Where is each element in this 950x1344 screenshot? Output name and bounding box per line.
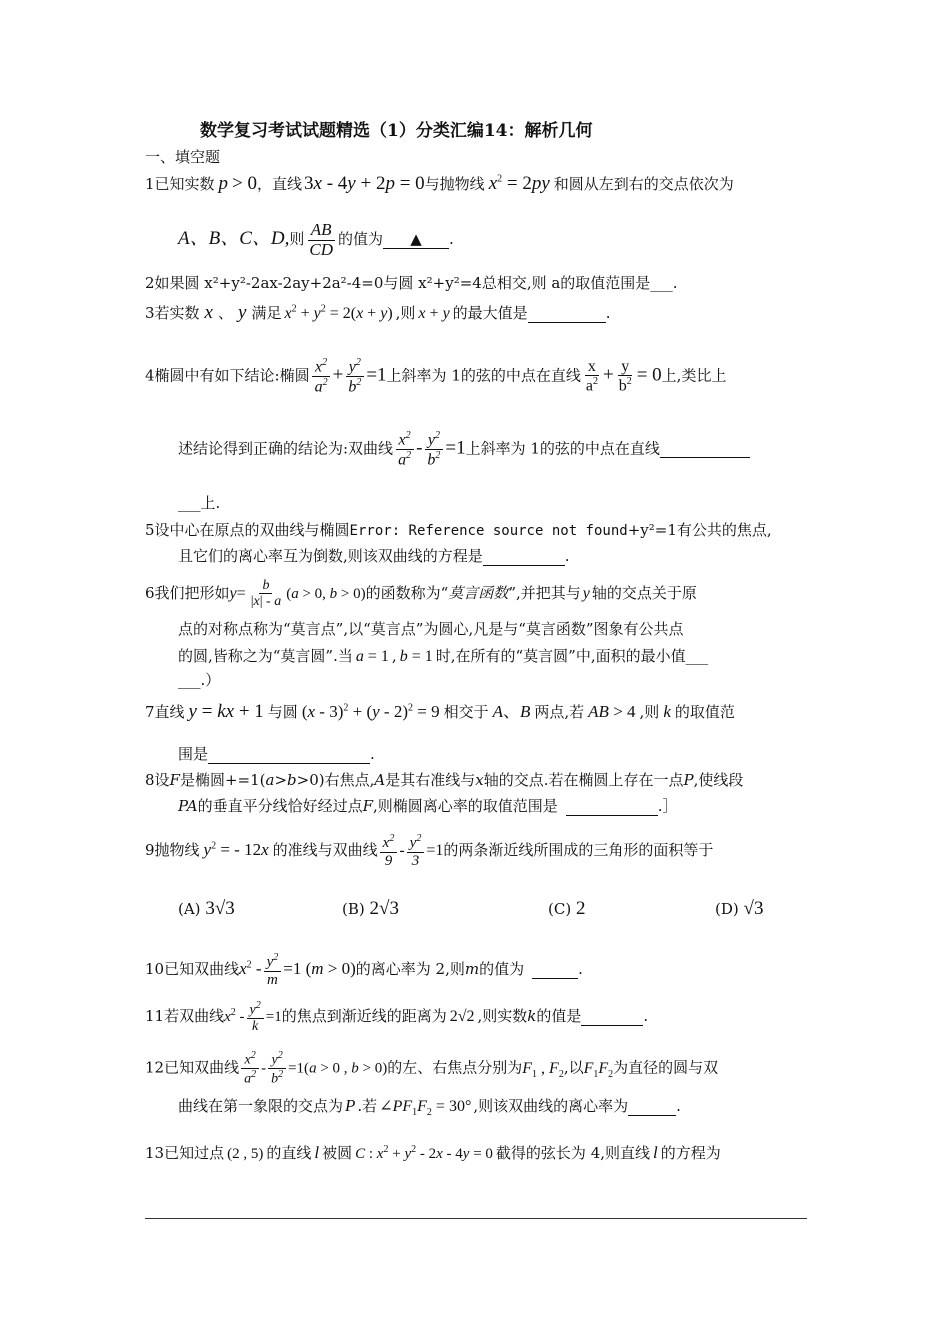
question-6-line-4: ___.） (178, 671, 221, 689)
question-12-line-2: 曲线在第一象限的交点为 P .若 $\angle PF_1F_2 = 30^\circ$ ,则该双曲线的离心率为 . (178, 1096, 681, 1119)
question-8-line-1: 8设F是椭圆+=1(a>b>0)右焦点,A是其右准线与x轴的交点.若在椭圆上存在一点P,使线段 (145, 771, 744, 789)
page-title: 数学复习考试试题精选（1）分类汇编14：解析几何 (200, 121, 593, 141)
question-13: 13已知过点 (2 , 5) 的直线 l 被圆 C : $x^2 + y^2 - 2x - 4y = 0$ 截得的弦长为 4,则直线 l 的方程为 (145, 1143, 721, 1162)
option-c[interactable]: (C) 2 (548, 898, 586, 919)
question-6-line-1: 6我们把形如y= $\frac{b}{|x| - a}$ (a > 0, b > 0)的函数称为“莫言函数”,并把其与 y 轴的交点关于原 (145, 578, 697, 610)
section-heading: 一、填空题 (145, 148, 221, 166)
option-b[interactable]: (B) 2√3 (342, 898, 399, 919)
question-7-line-2: 围是 . (178, 745, 375, 763)
answer-blank-7[interactable] (208, 745, 370, 764)
option-a[interactable]: (A) 3√3 (178, 898, 235, 919)
question-6-line-2: 点的对称点称为“莫言点”,以“莫言点”为圆心,凡是与“莫言函数”图象有公共点 (178, 620, 684, 638)
reference-error: Error: Reference source not found (349, 523, 628, 539)
question-7-line-1: 7直线 y = kx + 1 与圆 (x - 3)$^2$ + (y - 2)$^2$ = 9 相交于 A、B 两点,若 AB > 4 ,则 k 的取值范 (145, 701, 735, 722)
question-6-line-3: 的圆,皆称之为“莫言圆”.当 a = 1 , b = 1 时,在所有的“莫言圆”中,面积的最小值___ (178, 647, 709, 665)
question-5-line-2: 且它们的离心率互为倒数,则该双曲线的方程是 . (178, 547, 570, 565)
question-4-line-1: 4椭圆中有如下结论:椭圆 $\frac{x^2}{a^2}$ + $\frac{y^2}{b^2}$ =1上斜率为 1的弦的中点在直线 $\frac{x}{a^2}$ + $\frac{y}{b^2}$ = 0上,类比上 (145, 357, 727, 396)
answer-blank-12[interactable] (628, 1097, 676, 1116)
question-5-line-1: 5设中心在原点的双曲线与椭圆Error: Reference source not found+y²=1有公共的焦点, (145, 521, 772, 539)
answer-blank-4[interactable] (660, 439, 750, 458)
question-4-line-3: ___上. (178, 494, 221, 512)
answer-blank-1[interactable]: ▲ (383, 230, 449, 249)
question-2: 2如果圆 x²+y²-2ax-2ay+2a²-4=0与圆 x²+y²=4总相交,则 a的取值范围是___. (145, 274, 678, 292)
answer-blank-8[interactable] (566, 797, 658, 816)
question-11: 11若双曲线$x^2$ - $\frac{y^2}{k}$ =1的焦点到渐近线的距离为 2√2 ,则实数k的值是 . (145, 1000, 649, 1035)
question-3: 3若实数 x 、 y 满足 $x^2 + y^2 = 2(x + y)$ ,则 x + y 的最大值是 . (145, 302, 611, 323)
question-12-line-1: 12已知双曲线 $\frac{x^2}{a^2}$ - $\frac{y^2}{b^2}$ =1(a > 0 , b > 0)的左、右焦点分别为$F_1$ , $F_2$,以$F_1F_2$为直径的圆与双 (145, 1050, 719, 1087)
answer-blank-3[interactable] (528, 304, 606, 323)
question-9-line-1: 9抛物线 $y^2$ = - 12x 的准线与双曲线 $\frac{x^2}{9}$ - $\frac{y^2}{3}$ =1的两条渐近线所围成的三角形的面积等于 (145, 833, 714, 869)
question-4-line-2: 述结论得到正确的结论为:双曲线 $\frac{x^2}{a^2}$ - $\frac{y^2}{b^2}$ =1上斜率为 1的弦的中点在直线 (178, 430, 750, 469)
question-10: 10已知双曲线$x^2$ - $\frac{y^2}{m}$ =1 (m > 0)的离心率为 2,则m的值为 . (145, 952, 583, 988)
option-d[interactable]: (D) √3 (715, 898, 764, 919)
answer-blank-5[interactable] (483, 547, 565, 566)
page-divider (145, 1218, 807, 1219)
answer-blank-11[interactable] (581, 1007, 643, 1026)
answer-blank-10[interactable] (532, 960, 578, 979)
question-8-line-2: PA的垂直平分线恰好经过点F,则椭圆离心率的取值范围是 .］ (178, 797, 678, 815)
question-1-line-2: A、B、C、D,则 $\frac{AB}{CD}$ 的值为 ▲ . (178, 220, 454, 259)
question-1-line-1: 1已知实数 p > 0，直线 3x - 4y + 2p = 0与抛物线 $x^2 = 2py$ 和圆从左到右的交点依次为 (145, 173, 734, 194)
